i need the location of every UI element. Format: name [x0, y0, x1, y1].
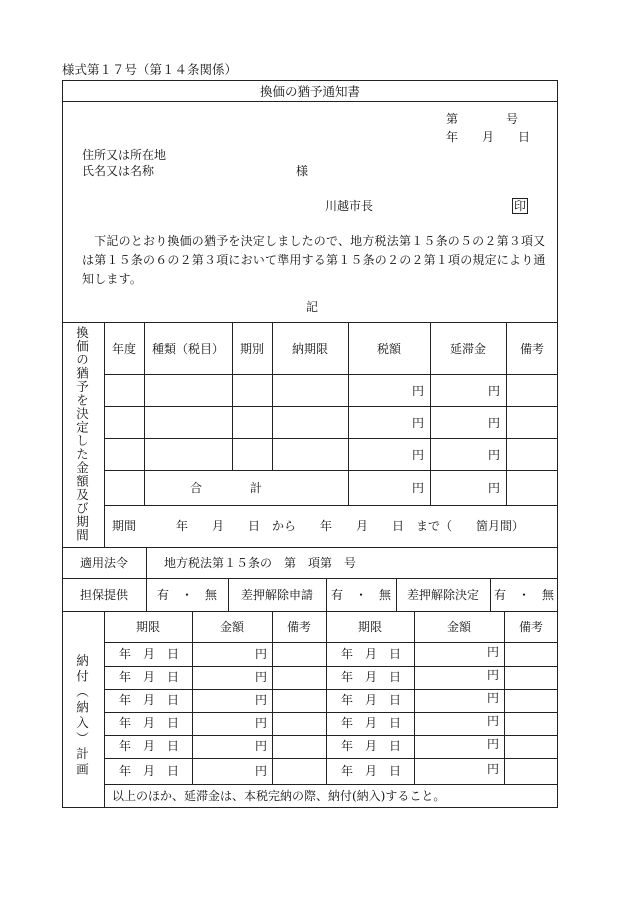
header-remarks: 備考: [519, 342, 544, 356]
header-fiscal-year: 年度: [111, 342, 136, 356]
notice-body-text: 下記のとおり換価の猶予を決定しましたので、地方税法第１５条の５の２第３項又は第１５条の６の２第３項において準用する第１５条の２の２第１項の規定により通知します。: [82, 234, 546, 286]
rule: [62, 611, 558, 612]
header-tax-amount: 税額: [376, 342, 401, 356]
rule: [62, 578, 558, 579]
address-label: 住所又は所在地: [82, 148, 167, 162]
yen-unit: 円: [488, 448, 501, 462]
applicable-law-label: 適用法令: [79, 556, 128, 570]
yen-unit: 円: [255, 647, 268, 661]
rule: [504, 611, 505, 784]
deferral-amount-period-side-label: 換価の猶予を決定した金額及び期間: [74, 326, 90, 542]
document-number-label: 第 号: [446, 112, 519, 126]
yen-unit: 円: [487, 645, 500, 659]
payment-date-cell: 年 月 日: [119, 716, 180, 730]
yen-unit: 円: [255, 693, 268, 707]
payment-date-cell: 年 月 日: [341, 647, 402, 661]
payment-plan-side-label: 納付（納入）計画: [74, 654, 90, 778]
honorific-sama: 様: [296, 164, 309, 178]
rule: [192, 611, 193, 784]
rule: [104, 611, 105, 808]
rule: [62, 322, 558, 323]
total-label-char-1: 合: [190, 481, 203, 495]
rule: [326, 611, 327, 784]
rule: [272, 611, 273, 784]
yen-unit: 円: [255, 670, 268, 684]
rule: [104, 322, 105, 547]
name-label: 氏名又は名称: [82, 164, 155, 178]
header-late-fee: 延滞金: [449, 342, 486, 356]
yen-unit: 円: [487, 691, 500, 705]
total-label-char-2: 計: [250, 481, 263, 495]
rule: [104, 735, 558, 736]
yen-unit: 円: [412, 481, 425, 495]
rule: [104, 438, 558, 439]
rule: [62, 547, 558, 548]
ki-label: 記: [306, 300, 319, 314]
rule: [104, 712, 558, 713]
header-period: 期別: [239, 342, 264, 356]
yen-unit: 円: [487, 668, 500, 682]
payment-header-amount: 金額: [446, 620, 471, 634]
security-provided-label: 担保提供: [79, 588, 128, 602]
rule: [104, 784, 558, 785]
yen-unit: 円: [487, 714, 500, 728]
payment-date-cell: 年 月 日: [341, 739, 402, 753]
period-text: 年 月 日 から 年 月 日 まで（ 箇月間）: [176, 519, 525, 533]
yen-unit: 円: [412, 416, 425, 430]
payment-date-cell: 年 月 日: [341, 670, 402, 684]
payment-date-cell: 年 月 日: [341, 716, 402, 730]
security-provided-value: 有 ・ 無: [156, 588, 217, 602]
rule: [104, 406, 558, 407]
form-number-label: 様式第１７号（第１４条関係）: [62, 62, 238, 77]
rule: [104, 666, 558, 667]
rule: [104, 374, 558, 375]
payment-date-cell: 年 月 日: [119, 764, 180, 778]
issuer-label: 川越市長: [325, 199, 374, 213]
payment-date-cell: 年 月 日: [341, 764, 402, 778]
payment-header-amount: 金額: [219, 620, 244, 634]
payment-footer-note: 以上のほか、延滞金は、本税完納の際、納付(納入)すること。: [112, 789, 446, 803]
seizure-release-decision-value: 有 ・ 無: [493, 588, 554, 602]
payment-header-deadline: 期限: [135, 620, 160, 634]
seizure-release-request-label: 差押解除申請: [240, 588, 313, 602]
payment-date-cell: 年 月 日: [119, 739, 180, 753]
payment-header-deadline: 期限: [357, 620, 382, 634]
document-date-label: 年 月 日: [446, 130, 531, 144]
rule: [104, 758, 558, 759]
yen-unit: 円: [412, 384, 425, 398]
yen-unit: 円: [487, 762, 500, 776]
yen-unit: 円: [488, 416, 501, 430]
yen-unit: 円: [255, 739, 268, 753]
payment-header-remarks: 備考: [518, 620, 543, 634]
seal-mark: 印: [514, 199, 527, 213]
yen-unit: 円: [255, 716, 268, 730]
applicable-law-text: 地方税法第１５条の 第 項第 号: [164, 556, 357, 570]
payment-date-cell: 年 月 日: [119, 693, 180, 707]
seizure-release-decision-label: 差押解除決定: [406, 588, 479, 602]
rule: [104, 642, 558, 643]
rule: [104, 689, 558, 690]
yen-unit: 円: [488, 481, 501, 495]
rule: [62, 101, 558, 102]
payment-date-cell: 年 月 日: [119, 670, 180, 684]
payment-date-cell: 年 月 日: [119, 647, 180, 661]
rule: [146, 547, 147, 578]
period-label: 期間: [111, 519, 136, 533]
yen-unit: 円: [488, 384, 501, 398]
payment-header-remarks: 備考: [286, 620, 311, 634]
rule: [104, 470, 558, 471]
yen-unit: 円: [487, 737, 500, 751]
document-title: 換価の猶予通知書: [259, 84, 360, 99]
yen-unit: 円: [255, 764, 268, 778]
rule: [104, 505, 558, 506]
payment-date-cell: 年 月 日: [341, 693, 402, 707]
header-due-date: 納期限: [291, 342, 328, 356]
seizure-release-request-value: 有 ・ 無: [330, 588, 391, 602]
yen-unit: 円: [412, 448, 425, 462]
rule: [414, 611, 415, 784]
header-tax-type: 種類（税目）: [151, 342, 224, 356]
